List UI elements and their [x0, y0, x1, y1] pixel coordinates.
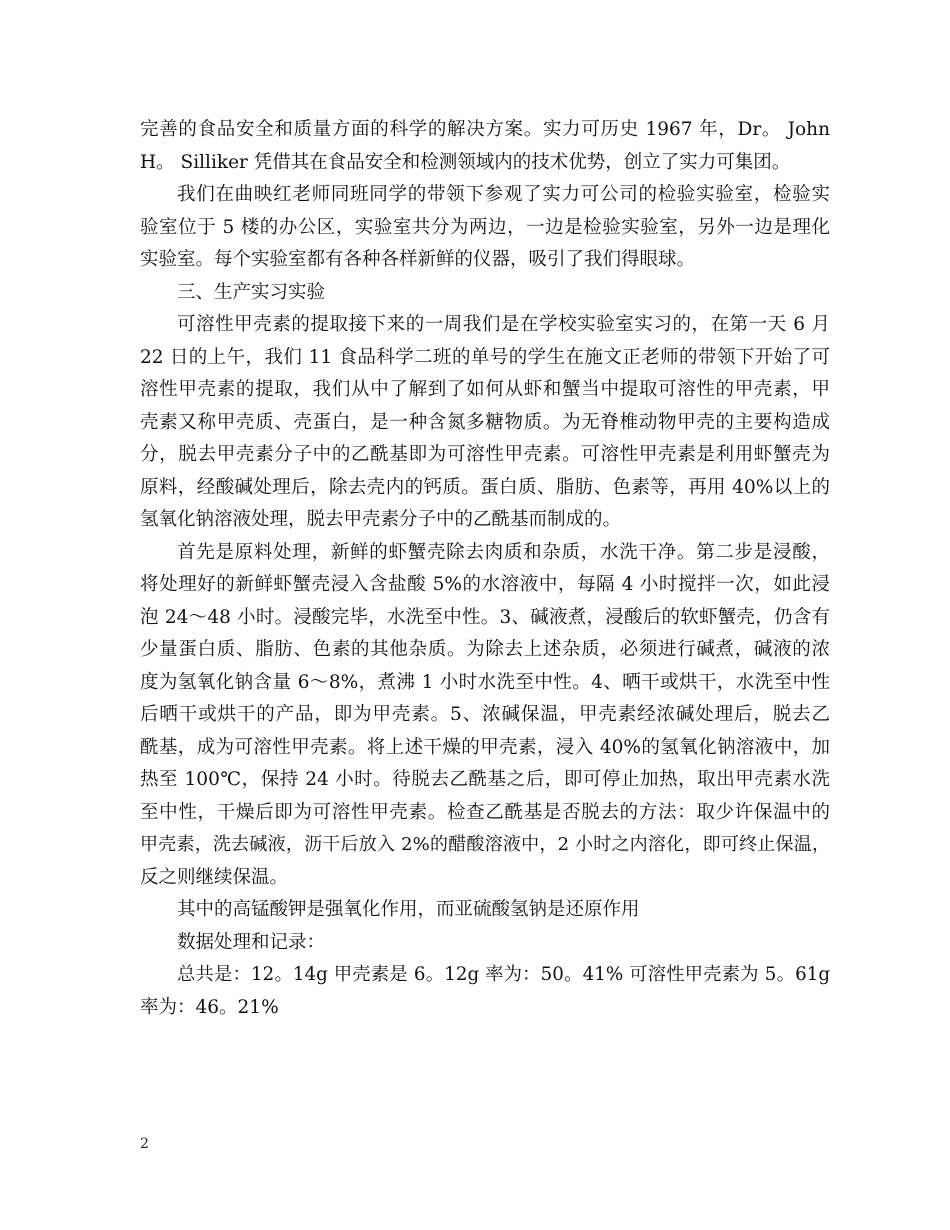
text-line: 率为：46。21%	[140, 996, 279, 1018]
text-line: 数据处理和记录：	[177, 931, 326, 953]
text-line: 22 日的上午，我们 11 食品科学二班的单号的学生在施文正老师的带领下开始了可	[140, 346, 830, 368]
text-line: 原料，经酸碱处理后，除去壳内的钙质。蛋白质、脂肪、色素等，再用 40%以上的	[140, 476, 830, 498]
text-line: 泡 24～48 小时。浸酸完毕，水洗至中性。3、碱液煮，浸酸后的软虾蟹壳，仍含有	[140, 606, 830, 628]
text-line: 分，脱去甲壳素分子中的乙酰基即为可溶性甲壳素。可溶性甲壳素是利用虾蟹壳为	[140, 444, 830, 465]
text-line: 甲壳素，洗去碱液，沥干后放入 2%的醋酸溶液中，2 小时之内溶化，即可终止保温，	[140, 834, 830, 855]
text-line: 其中的高锰酸钾是强氧化作用，而亚硫酸氢钠是还原作用	[177, 899, 640, 920]
text-line: 反之则继续保温。	[140, 866, 289, 888]
document-body	[140, 114, 830, 1024]
text-line: 氢氧化钠溶液处理，脱去甲壳素分子中的乙酰基而制成的。	[140, 509, 622, 530]
text-line: 三、生产实习实验	[177, 281, 326, 303]
text-line: 至中性，干燥后即为可溶性甲壳素。检查乙酰基是否脱去的方法：取少许保温中的	[140, 801, 830, 823]
text-line: 首先是原料处理，新鲜的虾蟹壳除去肉质和杂质，水洗干净。第二步是浸酸，	[177, 541, 830, 563]
text-line: 将处理好的新鲜虾蟹壳浸入含盐酸 5%的水溶液中，每隔 4 小时搅拌一次，如此浸	[140, 574, 830, 595]
text-line: 实验室。每个实验室都有各种各样新鲜的仪器，吸引了我们得眼球。	[140, 249, 696, 270]
text-line: 壳素又称甲壳质、壳蛋白，是一种含氮多糖物质。为无脊椎动物甲壳的主要构造成	[140, 411, 830, 433]
text-line: 热至 100℃，保持 24 小时。待脱去乙酰基之后，即可停止加热，取出甲壳素水洗	[140, 769, 830, 790]
text-line: 酰基，成为可溶性甲壳素。将上述干燥的甲壳素，浸入 40%的氢氧化钠溶液中，加	[140, 736, 830, 758]
text-line: 完善的食品安全和质量方面的科学的解决方案。实力可历史 1967 年，Dr。 John	[140, 119, 830, 140]
text-line: 总共是：12。14g 甲壳素是 6。12g 率为：50。41% 可溶性甲壳素为 5。61g	[177, 964, 830, 985]
text-line: 验室位于 5 楼的办公区，实验室共分为两边，一边是检验实验室，另外一边是理化	[140, 216, 830, 238]
text-line: H。 Silliker 凭借其在食品安全和检测领域内的技术优势，创立了实力可集团。	[140, 151, 791, 173]
text-line: 后晒干或烘干的产品，即为甲壳素。5、浓碱保温，甲壳素经浓碱处理后，脱去乙	[140, 704, 830, 725]
text-line: 度为氢氧化钠含量 6～8%，煮沸 1 小时水洗至中性。4、晒干或烘干，水洗至中性	[140, 671, 830, 693]
text-line: 少量蛋白质、脂肪、色素的其他杂质。为除去上述杂质，必须进行碱煮，碱液的浓	[140, 639, 830, 660]
text-line: 溶性甲壳素的提取，我们从中了解到了如何从虾和蟹当中提取可溶性的甲壳素，甲	[140, 379, 830, 400]
page-number: 2	[140, 1136, 149, 1152]
text-line: 可溶性甲壳素的提取接下来的一周我们是在学校实验室实习的，在第一天 6 月	[177, 314, 830, 335]
text-line: 我们在曲映红老师同班同学的带领下参观了实力可公司的检验实验室，检验实	[177, 184, 830, 205]
